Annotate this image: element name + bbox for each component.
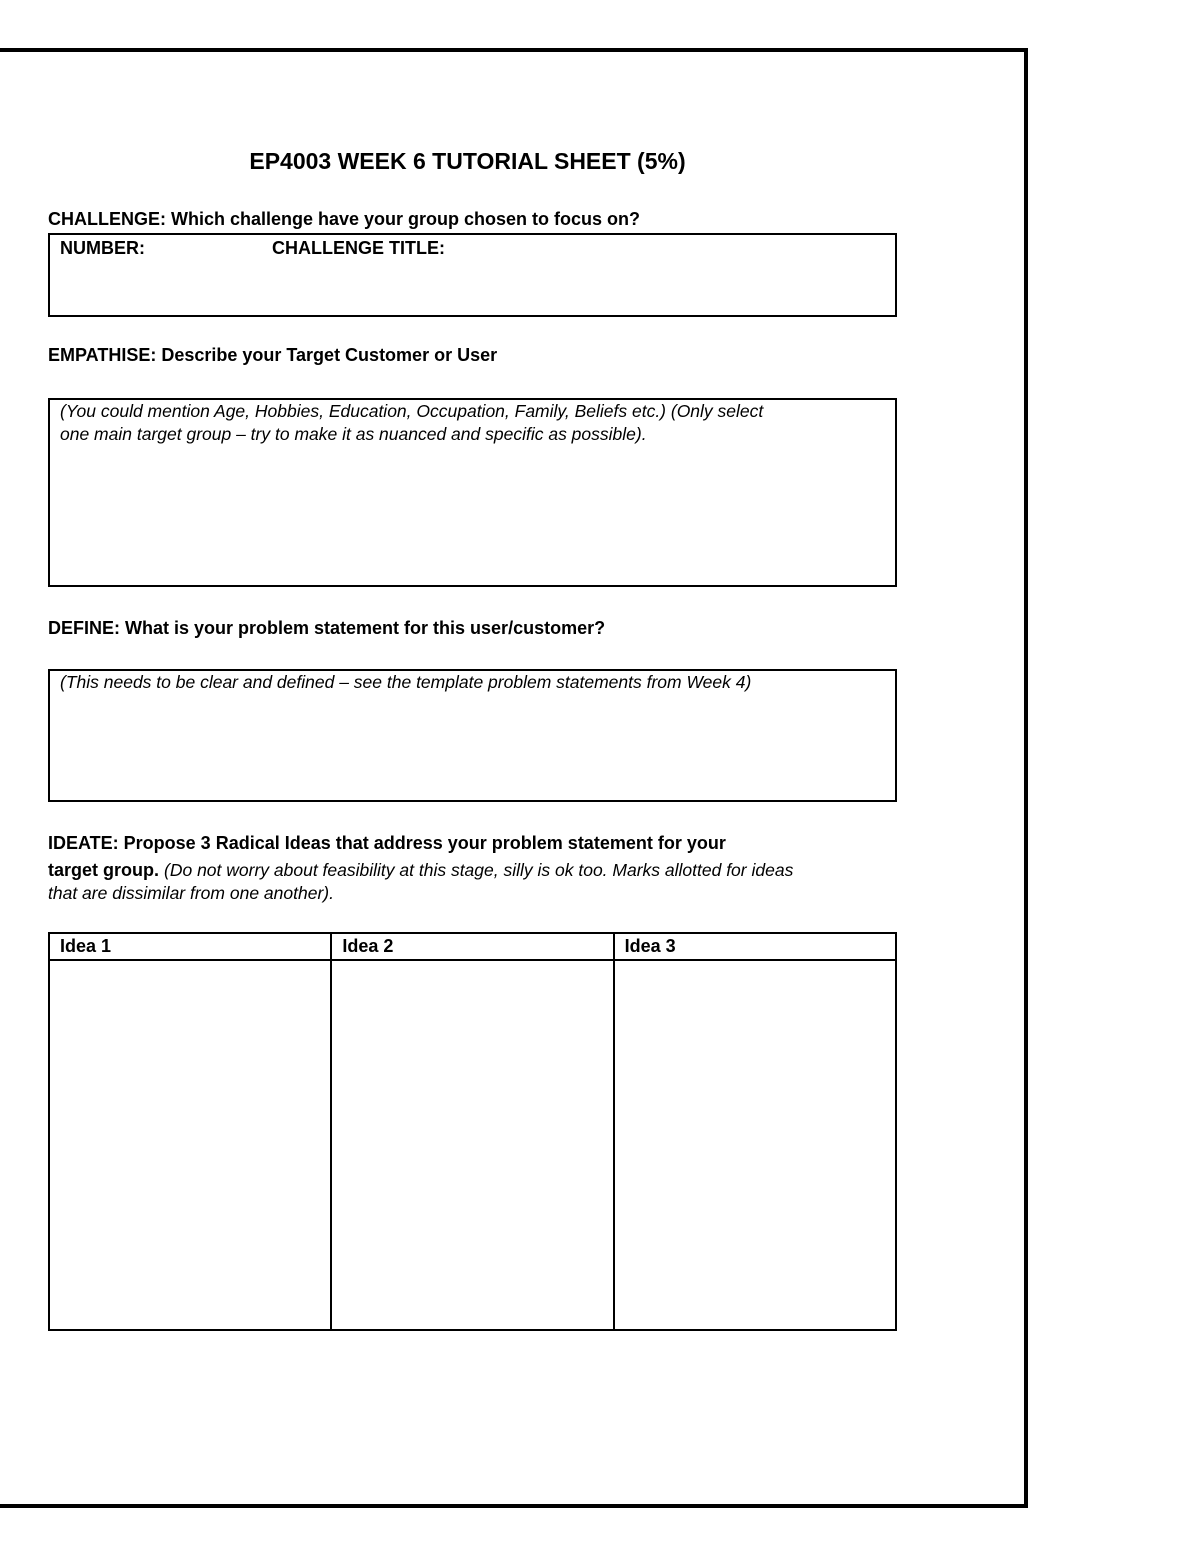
define-box[interactable] (48, 669, 897, 802)
idea-3-header: Idea 3 (614, 933, 896, 960)
define-hint: (This needs to be clear and defined – see the template problem statements from Week 4) (60, 672, 752, 692)
empathise-hint-line2: one main target group – try to make it as nuanced and specific as possible). (60, 424, 647, 444)
empathise-hint (60, 400, 880, 446)
challenge-number-label: NUMBER: (60, 238, 145, 258)
idea-2-cell[interactable] (331, 960, 613, 1330)
ideate-label-line1: IDEATE: Propose 3 Radical Ideas that address your problem statement for your (48, 833, 726, 853)
empathise-label: EMPATHISE: Describe your Target Customer or User (48, 345, 498, 365)
challenge-label: CHALLENGE: Which challenge have your group chosen to focus on? (48, 209, 641, 229)
define-label: DEFINE: What is your problem statement for this user/customer? (48, 618, 606, 638)
ideas-body-row (49, 960, 896, 1330)
challenge-title-label: CHALLENGE TITLE: (272, 238, 445, 258)
idea-1-header: Idea 1 (49, 933, 331, 960)
ideate-note-line2: that are dissimilar from one another). (48, 883, 334, 903)
empathise-box[interactable] (48, 398, 897, 587)
empathise-hint-line1: (You could mention Age, Hobbies, Education, Occupation, Family, Beliefs etc.) (Only select (60, 401, 764, 421)
challenge-box[interactable] (48, 233, 897, 317)
idea-3-cell[interactable] (614, 960, 896, 1330)
ideas-table (48, 932, 897, 1331)
idea-1-cell[interactable] (49, 960, 331, 1330)
ideate-label-line2 (48, 857, 908, 884)
idea-2-header: Idea 2 (331, 933, 613, 960)
ideas-header-row (49, 933, 896, 960)
ideate-label-target-group: target group. (48, 860, 159, 880)
page-title: EP4003 WEEK 6 TUTORIAL SHEET (5%) (249, 148, 686, 174)
ideate-instructions (48, 830, 908, 902)
ideate-note-line1: (Do not worry about feasibility at this stage, silly is ok too. Marks allotted for ideas (164, 860, 794, 880)
